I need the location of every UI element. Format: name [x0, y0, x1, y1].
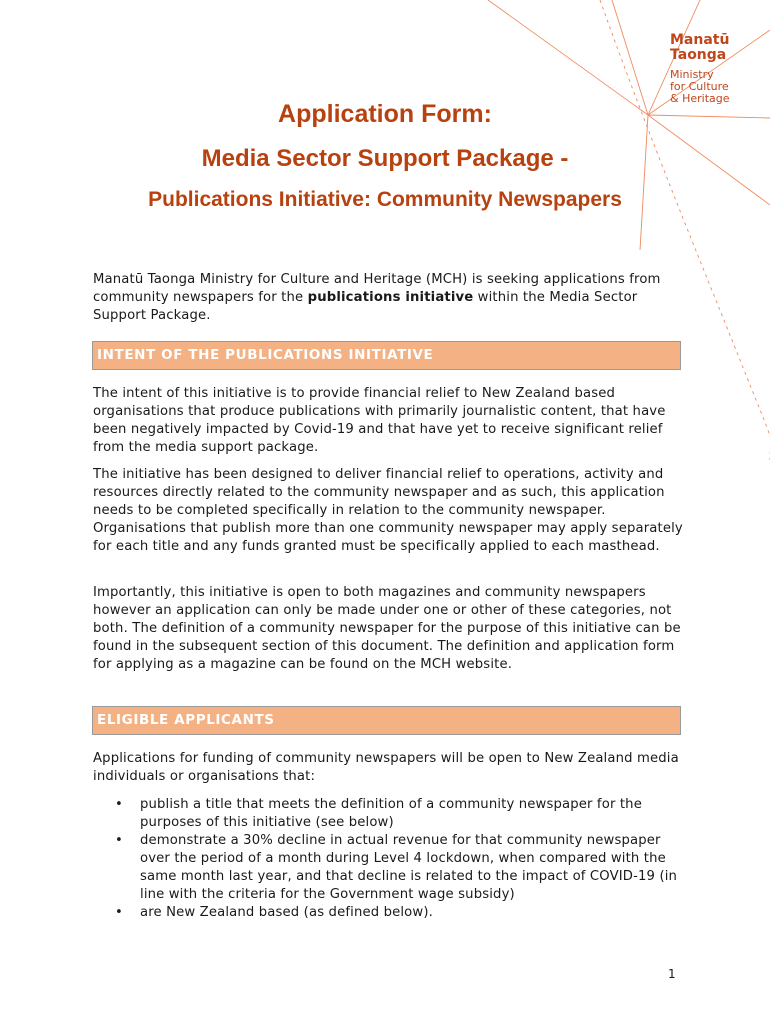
bullet-text: publish a title that meets the definition of a community newspaper for the purposes of this initiative (see below)	[140, 797, 642, 830]
bullet-icon: •	[115, 797, 123, 812]
bullet-text: demonstrate a 30% decline in actual revenue for that community newspaper over the period of a month during Level 4 lockdown, when compared with the same month last year, and that decline is related to the impact of COVID-19 (in line with the criteria for the Government wage subsidy)	[140, 833, 678, 902]
bullet-icon: •	[115, 905, 123, 920]
list-item	[93, 796, 683, 832]
logo-sub-1: Ministry	[670, 68, 714, 81]
ministry-logo	[670, 33, 730, 105]
logo-line-2: Taonga	[670, 47, 727, 63]
intro-text-bold: publications initiative	[307, 290, 474, 305]
intent-paragraph-2: The initiative has been designed to deliver financial relief to operations, activity and resources directly related to the community newspaper and as such, this application needs to be completed specifically in relation to the community newspaper. Organisations that publish more than one community newspaper may apply separately for each title and any funds granted must be specifically applied to each masthead.	[93, 467, 683, 554]
logo-line-1: Manatū	[670, 32, 730, 48]
title-line-2: Media Sector Support Package -	[201, 145, 569, 172]
bullet-text: are New Zealand based (as defined below).	[140, 905, 433, 920]
intro-text-after: within the Media Sector Support Package.	[93, 290, 638, 323]
eligible-paragraph-1: Applications for funding of community newspapers will be open to New Zealand media individuals or organisations that:	[93, 751, 679, 784]
page-number: 1	[668, 967, 676, 981]
intent-paragraph-3: Importantly, this initiative is open to both magazines and community newspapers however an application can only be made under one or other of these categories, not both. The definition of a community newspaper for the purpose of this initiative can be found in the subsequent section of this document. The definition and application form for applying as a magazine can be found on the MCH website.	[93, 585, 681, 672]
eligibility-bullet-list	[93, 796, 683, 922]
title-line-1: Application Form:	[278, 100, 492, 128]
list-item	[93, 832, 683, 904]
section-heading-intent: INTENT OF THE PUBLICATIONS INITIATIVE	[92, 341, 681, 370]
section-heading-eligible: ELIGIBLE APPLICANTS	[92, 706, 681, 735]
title-line-3: Publications Initiative: Community Newspapers	[148, 188, 622, 211]
intro-text-before: Manatū Taonga Ministry for Culture and Heritage (MCH) is seeking applications from community newspapers for the	[93, 272, 661, 305]
intent-paragraph-1: The intent of this initiative is to provide financial relief to New Zealand based organisations that produce publications with primarily journalistic content, that have been negatively impacted by Covid-19 and that have yet to receive significant relief from the media support package.	[93, 386, 666, 455]
intro-paragraph	[93, 271, 683, 325]
logo-sub-2: for Culture	[670, 80, 729, 93]
bullet-icon: •	[115, 833, 123, 848]
list-item	[93, 904, 683, 922]
logo-sub-3: & Heritage	[670, 92, 730, 105]
